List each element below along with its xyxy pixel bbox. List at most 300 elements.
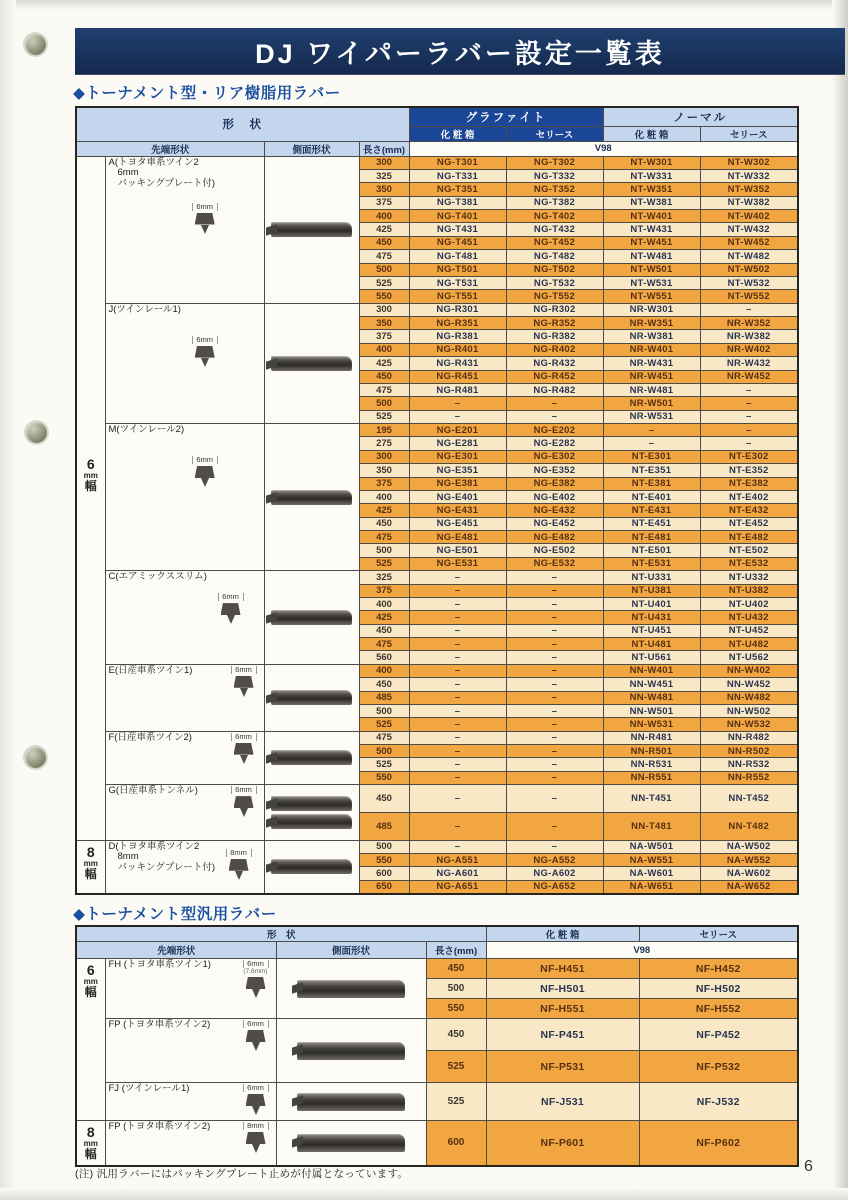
part-number-cell: – bbox=[506, 410, 603, 423]
part-number-cell: NG-A602 bbox=[506, 867, 603, 880]
tip-pin-shape bbox=[227, 615, 235, 628]
side-profile-cell bbox=[264, 156, 359, 303]
block-label bbox=[106, 304, 264, 316]
tip-width-label: 6mm bbox=[243, 1020, 269, 1028]
tip-width-label: 8mm bbox=[243, 1122, 269, 1130]
tip-shape-cell bbox=[105, 571, 264, 665]
part-number-cell: NG-E281 bbox=[409, 437, 506, 450]
model-header: V98 bbox=[486, 942, 798, 959]
part-number-cell: NG-T351 bbox=[409, 183, 506, 196]
part-number-cell: NT-E382 bbox=[700, 477, 798, 490]
part-number-cell: NT-U481 bbox=[603, 638, 700, 651]
block-label-line: FJ (ツインレール1) bbox=[108, 1083, 190, 1094]
part-number-cell: – bbox=[409, 664, 506, 677]
part-number-cell: – bbox=[700, 437, 798, 450]
part-number-cell: NG-R432 bbox=[506, 357, 603, 370]
part-number-cell: NG-T432 bbox=[506, 223, 603, 236]
width-label-char: 6 bbox=[86, 962, 95, 978]
part-number-cell: NT-U452 bbox=[700, 624, 798, 637]
length-cell: 500 bbox=[426, 979, 486, 999]
tip-cap-shape bbox=[234, 796, 254, 808]
part-number-cell: NF-J532 bbox=[639, 1083, 798, 1121]
part-number-cell: NT-W501 bbox=[603, 263, 700, 276]
part-number-cell: NG-R431 bbox=[409, 357, 506, 370]
length-cell: 400 bbox=[359, 664, 409, 677]
part-number-cell: NR-W382 bbox=[700, 330, 798, 343]
part-number-cell: NG-E402 bbox=[506, 490, 603, 503]
part-number-cell: NT-W482 bbox=[700, 250, 798, 263]
part-number-cell: NT-E351 bbox=[603, 464, 700, 477]
tip-cap-shape bbox=[195, 466, 215, 478]
part-number-cell: NN-T451 bbox=[603, 785, 700, 813]
part-number-cell: – bbox=[506, 584, 603, 597]
tip-pin-shape bbox=[252, 989, 260, 1002]
width-group-cell bbox=[76, 156, 105, 840]
tip-cap-shape bbox=[229, 859, 249, 871]
part-number-cell: NG-T352 bbox=[506, 183, 603, 196]
length-cell: 300 bbox=[359, 303, 409, 316]
part-number-cell: NN-W451 bbox=[603, 678, 700, 691]
part-number-cell: – bbox=[506, 731, 603, 744]
part-number-cell: NF-H451 bbox=[486, 959, 639, 979]
side-profile-cell bbox=[264, 303, 359, 423]
part-number-cell: – bbox=[409, 678, 506, 691]
part-number-cell: – bbox=[506, 771, 603, 784]
part-number-cell: NN-T452 bbox=[700, 785, 798, 813]
part-number-cell: NG-T502 bbox=[506, 263, 603, 276]
tip-shape-icon bbox=[227, 666, 261, 701]
part-number-cell: NG-E202 bbox=[506, 424, 603, 437]
part-number-cell: – bbox=[506, 812, 603, 840]
part-number-cell: NT-W352 bbox=[700, 183, 798, 196]
part-number-cell: NF-H501 bbox=[486, 979, 639, 999]
part-number-cell: – bbox=[506, 651, 603, 664]
length-cell: 375 bbox=[359, 330, 409, 343]
length-cell: 525 bbox=[426, 1051, 486, 1083]
tip-pin-shape bbox=[201, 478, 209, 491]
part-number-cell: NN-T481 bbox=[603, 812, 700, 840]
part-number-cell: – bbox=[409, 812, 506, 840]
shape-header: 形 状 bbox=[76, 107, 409, 141]
side-profile-icon bbox=[271, 814, 352, 829]
part-number-cell: NG-E482 bbox=[506, 531, 603, 544]
normal-box-header: 化 粧 箱 bbox=[603, 126, 700, 141]
part-number-cell: NT-W481 bbox=[603, 250, 700, 263]
part-number-cell: NN-W531 bbox=[603, 718, 700, 731]
part-number-cell: NG-T481 bbox=[409, 250, 506, 263]
part-number-cell: NG-E351 bbox=[409, 464, 506, 477]
part-number-cell: NG-E502 bbox=[506, 544, 603, 557]
width-label-char: mm bbox=[83, 1139, 98, 1148]
length-cell: 450 bbox=[426, 1019, 486, 1051]
length-cell: 485 bbox=[359, 812, 409, 840]
part-number-cell: – bbox=[700, 383, 798, 396]
part-number-cell: NN-R531 bbox=[603, 758, 700, 771]
block-label-line: A(トヨタ車系ツイン2 bbox=[108, 156, 199, 168]
length-cell: 400 bbox=[359, 490, 409, 503]
tip-pin-shape bbox=[240, 688, 248, 701]
part-number-cell: – bbox=[506, 718, 603, 731]
side-profile-cell bbox=[264, 424, 359, 571]
tip-shape-header: 先端形状 bbox=[76, 942, 276, 959]
part-number-cell: NG-A652 bbox=[506, 880, 603, 894]
part-number-cell: – bbox=[409, 745, 506, 758]
part-number-cell: – bbox=[700, 397, 798, 410]
length-cell: 400 bbox=[359, 597, 409, 610]
side-profile-cell bbox=[264, 840, 359, 894]
block-label-line: F(日産車系ツイン2) bbox=[108, 731, 192, 743]
length-cell: 525 bbox=[359, 718, 409, 731]
part-number-cell: NN-R552 bbox=[700, 771, 798, 784]
length-cell: 525 bbox=[426, 1083, 486, 1121]
part-number-cell: NG-R481 bbox=[409, 383, 506, 396]
part-number-cell: NG-T552 bbox=[506, 290, 603, 303]
block-label-line: FP (トヨタ車系ツイン2) bbox=[108, 1121, 211, 1132]
block-label-line: G(日産車系トンネル) bbox=[108, 785, 198, 797]
tip-pin-shape bbox=[252, 1042, 260, 1055]
part-number-cell: – bbox=[409, 758, 506, 771]
part-number-cell: NT-E302 bbox=[700, 450, 798, 463]
graphite-series-header: セリース bbox=[506, 126, 603, 141]
part-number-cell: NT-W532 bbox=[700, 276, 798, 289]
side-profile-cell bbox=[264, 731, 359, 785]
tip-width-label: 6mm bbox=[192, 456, 218, 464]
part-number-cell: NG-R302 bbox=[506, 303, 603, 316]
length-cell: 525 bbox=[359, 758, 409, 771]
part-number-cell: NF-P531 bbox=[486, 1051, 639, 1083]
length-cell: 350 bbox=[359, 183, 409, 196]
block-label-line: 8mm bbox=[117, 851, 139, 863]
side-profile-icon bbox=[271, 796, 352, 811]
tip-width-label: 6mm bbox=[192, 336, 218, 344]
side-profile-icon bbox=[297, 1134, 404, 1152]
length-cell: 350 bbox=[359, 464, 409, 477]
length-cell: 475 bbox=[359, 383, 409, 396]
side-profile-cell bbox=[276, 1019, 426, 1083]
tip-shape-cell bbox=[105, 731, 264, 785]
part-number-cell: NT-W502 bbox=[700, 263, 798, 276]
part-number-cell: NF-J531 bbox=[486, 1083, 639, 1121]
part-number-cell: NG-E531 bbox=[409, 557, 506, 570]
part-number-cell: NG-R401 bbox=[409, 343, 506, 356]
part-number-cell: NN-W452 bbox=[700, 678, 798, 691]
part-number-cell: NT-W551 bbox=[603, 290, 700, 303]
block-label-line: パッキングプレート付) bbox=[117, 861, 215, 873]
length-cell: 375 bbox=[359, 584, 409, 597]
part-number-cell: NG-R301 bbox=[409, 303, 506, 316]
part-number-cell: NG-T331 bbox=[409, 169, 506, 182]
width-label-char: 8 bbox=[86, 1124, 95, 1140]
length-cell: 450 bbox=[359, 517, 409, 530]
normal-series-header: セリース bbox=[700, 126, 798, 141]
side-shape-header: 側面形状 bbox=[276, 942, 426, 959]
length-cell: 600 bbox=[359, 867, 409, 880]
part-number-cell: NN-W481 bbox=[603, 691, 700, 704]
part-number-cell: NN-W501 bbox=[603, 704, 700, 717]
part-number-cell: NT-W382 bbox=[700, 196, 798, 209]
part-number-cell: NG-R402 bbox=[506, 343, 603, 356]
part-number-cell: NT-U382 bbox=[700, 584, 798, 597]
part-number-cell: NA-W551 bbox=[603, 854, 700, 867]
block-label-line: D(トヨタ車系ツイン2 bbox=[108, 840, 200, 852]
part-number-cell: NR-W451 bbox=[603, 370, 700, 383]
side-profile-icon bbox=[271, 690, 352, 705]
page-edge-bottom bbox=[0, 1188, 848, 1200]
part-number-cell: NG-E481 bbox=[409, 531, 506, 544]
length-header: 長さ(mm) bbox=[426, 942, 486, 959]
tip-width-label: 8mm bbox=[226, 849, 252, 857]
part-number-cell: – bbox=[506, 678, 603, 691]
part-number-cell: NT-W431 bbox=[603, 223, 700, 236]
part-number-cell: NT-U482 bbox=[700, 638, 798, 651]
part-number-cell: – bbox=[506, 571, 603, 584]
tip-width-label: 6mm bbox=[192, 203, 218, 211]
part-number-cell: NG-T451 bbox=[409, 236, 506, 249]
part-number-cell: – bbox=[409, 691, 506, 704]
length-cell: 525 bbox=[359, 410, 409, 423]
part-number-cell: NT-U332 bbox=[700, 571, 798, 584]
part-number-cell: – bbox=[506, 840, 603, 853]
side-profile-icon bbox=[271, 750, 352, 765]
block-label-line: パッキングプレート付) bbox=[117, 177, 215, 189]
tip-width-label: 6mm bbox=[218, 593, 244, 601]
tip-shape-cell bbox=[105, 664, 264, 731]
width-group-label bbox=[77, 157, 105, 493]
footnote: (注) 汎用ラバーにはパッキングプレート止めが付属となっています。 bbox=[75, 1168, 409, 1180]
part-number-cell: NF-H452 bbox=[639, 959, 798, 979]
tip-pin-shape bbox=[240, 755, 248, 768]
part-number-cell: NA-W651 bbox=[603, 880, 700, 894]
part-number-cell: NT-W531 bbox=[603, 276, 700, 289]
length-cell: 500 bbox=[359, 704, 409, 717]
length-cell: 450 bbox=[426, 959, 486, 979]
length-cell: 600 bbox=[426, 1121, 486, 1166]
part-number-cell: NT-U381 bbox=[603, 584, 700, 597]
part-number-cell: – bbox=[409, 584, 506, 597]
side-profile-cell bbox=[276, 1121, 426, 1166]
part-number-cell: NG-A601 bbox=[409, 867, 506, 880]
part-number-cell: NT-W351 bbox=[603, 183, 700, 196]
length-cell: 475 bbox=[359, 638, 409, 651]
part-number-cell: NG-T402 bbox=[506, 210, 603, 223]
part-number-cell: – bbox=[506, 691, 603, 704]
part-number-cell: NN-W402 bbox=[700, 664, 798, 677]
part-number-cell: – bbox=[700, 410, 798, 423]
tip-pin-shape bbox=[252, 1144, 260, 1157]
side-profile-icon bbox=[297, 1093, 404, 1111]
part-number-cell: NR-W431 bbox=[603, 357, 700, 370]
part-number-cell: – bbox=[700, 424, 798, 437]
length-cell: 400 bbox=[359, 210, 409, 223]
part-number-cell: NR-W452 bbox=[700, 370, 798, 383]
part-number-cell: NF-P602 bbox=[639, 1121, 798, 1166]
part-number-cell: NG-T501 bbox=[409, 263, 506, 276]
part-number-cell: NG-E532 bbox=[506, 557, 603, 570]
part-number-cell: – bbox=[506, 397, 603, 410]
length-cell: 325 bbox=[359, 169, 409, 182]
part-number-cell: NG-A651 bbox=[409, 880, 506, 894]
hole-punch bbox=[25, 34, 46, 55]
part-number-cell: NR-W352 bbox=[700, 317, 798, 330]
part-number-cell: NT-U401 bbox=[603, 597, 700, 610]
side-profile-icon bbox=[271, 859, 352, 874]
part-number-cell: NT-E531 bbox=[603, 557, 700, 570]
width-label-char: 8 bbox=[86, 843, 95, 860]
part-number-cell: NT-E402 bbox=[700, 490, 798, 503]
series-header: セリース bbox=[639, 926, 798, 942]
side-profile-icon bbox=[297, 1042, 404, 1060]
part-number-cell: NG-T551 bbox=[409, 290, 506, 303]
part-number-cell: NF-P532 bbox=[639, 1051, 798, 1083]
part-number-cell: NT-E432 bbox=[700, 504, 798, 517]
part-number-cell: NN-W532 bbox=[700, 718, 798, 731]
width-group-label bbox=[77, 1121, 105, 1161]
part-number-cell: NG-R352 bbox=[506, 317, 603, 330]
part-number-cell: NF-P601 bbox=[486, 1121, 639, 1166]
tip-cap-shape bbox=[246, 977, 266, 989]
part-number-cell: NG-E451 bbox=[409, 517, 506, 530]
length-cell: 500 bbox=[359, 840, 409, 853]
part-number-cell: NN-R501 bbox=[603, 745, 700, 758]
part-number-cell: NR-W381 bbox=[603, 330, 700, 343]
block-label-line: C(エアミックススリム) bbox=[108, 571, 207, 583]
length-cell: 375 bbox=[359, 477, 409, 490]
tip-width-sublabel: (7.6mm) bbox=[243, 968, 268, 975]
part-number-cell: NF-P452 bbox=[639, 1019, 798, 1051]
part-number-cell: NR-W501 bbox=[603, 397, 700, 410]
tip-shape-cell bbox=[105, 785, 264, 841]
part-number-cell: NA-W552 bbox=[700, 854, 798, 867]
width-label-char: 幅 bbox=[84, 478, 97, 493]
part-number-cell: NT-U431 bbox=[603, 611, 700, 624]
hole-punch bbox=[26, 422, 47, 443]
width-label-char: 幅 bbox=[84, 866, 97, 881]
part-number-cell: NT-W301 bbox=[603, 156, 700, 169]
length-cell: 550 bbox=[426, 999, 486, 1019]
normal-header: ノーマル bbox=[603, 107, 798, 126]
title-bar bbox=[75, 28, 845, 74]
part-number-cell: NG-E431 bbox=[409, 504, 506, 517]
width-label-char: mm bbox=[83, 470, 98, 480]
part-number-cell: NT-U562 bbox=[700, 651, 798, 664]
tip-shape-icon bbox=[239, 1122, 273, 1157]
side-shape-header: 側面形状 bbox=[264, 141, 359, 156]
length-cell: 300 bbox=[359, 156, 409, 169]
length-cell: 195 bbox=[359, 424, 409, 437]
part-number-cell: – bbox=[506, 611, 603, 624]
tip-shape-icon bbox=[239, 960, 273, 1002]
part-number-cell: NG-E302 bbox=[506, 450, 603, 463]
part-number-cell: NR-W301 bbox=[603, 303, 700, 316]
model-header: V98 bbox=[409, 141, 798, 156]
page-edge-top bbox=[0, 0, 848, 10]
tip-shape-icon bbox=[188, 336, 222, 371]
part-number-cell: – bbox=[409, 410, 506, 423]
length-cell: 275 bbox=[359, 437, 409, 450]
tip-pin-shape bbox=[252, 1106, 260, 1119]
part-number-cell: NT-W432 bbox=[700, 223, 798, 236]
part-number-cell: NG-E432 bbox=[506, 504, 603, 517]
width-group-cell bbox=[76, 1121, 105, 1166]
part-number-cell: – bbox=[409, 611, 506, 624]
part-number-cell: – bbox=[506, 638, 603, 651]
block-label bbox=[106, 424, 264, 436]
part-number-cell: NG-E381 bbox=[409, 477, 506, 490]
part-number-cell: NT-E381 bbox=[603, 477, 700, 490]
part-number-cell: NN-R482 bbox=[700, 731, 798, 744]
part-number-cell: NG-T482 bbox=[506, 250, 603, 263]
part-number-cell: – bbox=[409, 731, 506, 744]
part-number-cell: – bbox=[409, 571, 506, 584]
side-profile-icon bbox=[297, 980, 404, 998]
part-number-cell: NF-P451 bbox=[486, 1019, 639, 1051]
length-cell: 425 bbox=[359, 611, 409, 624]
part-number-cell: NT-E452 bbox=[700, 517, 798, 530]
section-title-general-rubber: ◆トーナメント型汎用ラバー bbox=[73, 906, 277, 923]
width-label-char: mm bbox=[83, 977, 98, 986]
part-number-cell: NG-T431 bbox=[409, 223, 506, 236]
side-profile-icon bbox=[271, 222, 352, 237]
part-number-cell: NA-W652 bbox=[700, 880, 798, 894]
tip-cap-shape bbox=[234, 676, 254, 688]
part-number-cell: – bbox=[700, 303, 798, 316]
part-number-cell: NF-H502 bbox=[639, 979, 798, 999]
tip-pin-shape bbox=[201, 358, 209, 371]
tip-shape-icon bbox=[222, 849, 256, 884]
part-number-cell: NG-E352 bbox=[506, 464, 603, 477]
part-number-cell: – bbox=[409, 597, 506, 610]
page-number: 6 bbox=[804, 1158, 813, 1175]
length-cell: 500 bbox=[359, 263, 409, 276]
tip-shape-cell bbox=[105, 1019, 276, 1083]
width-label-char: 6 bbox=[86, 455, 95, 472]
part-number-cell: NG-T301 bbox=[409, 156, 506, 169]
page-edge-right bbox=[832, 0, 848, 1200]
tip-shape-cell bbox=[105, 1121, 276, 1166]
length-cell: 375 bbox=[359, 196, 409, 209]
part-number-cell: NT-E502 bbox=[700, 544, 798, 557]
length-cell: 560 bbox=[359, 651, 409, 664]
part-number-cell: NN-R551 bbox=[603, 771, 700, 784]
part-number-cell: – bbox=[603, 437, 700, 450]
part-number-cell: – bbox=[409, 771, 506, 784]
tip-width-label: 6mm bbox=[243, 960, 269, 968]
part-number-cell: NT-U432 bbox=[700, 611, 798, 624]
part-number-cell: NT-W332 bbox=[700, 169, 798, 182]
part-number-cell: NG-E282 bbox=[506, 437, 603, 450]
part-number-cell: NR-W351 bbox=[603, 317, 700, 330]
part-number-cell: – bbox=[506, 664, 603, 677]
length-cell: 475 bbox=[359, 531, 409, 544]
part-number-cell: NG-T381 bbox=[409, 196, 506, 209]
tip-shape-icon bbox=[214, 593, 248, 628]
length-cell: 485 bbox=[359, 691, 409, 704]
tip-width-label: 6mm bbox=[231, 786, 257, 794]
tip-pin-shape bbox=[240, 808, 248, 821]
side-profile-cell bbox=[264, 571, 359, 665]
tip-shape-icon bbox=[227, 733, 261, 768]
tip-cap-shape bbox=[195, 346, 215, 358]
rear-resin-rubber-table bbox=[75, 106, 799, 895]
part-number-cell: NG-T532 bbox=[506, 276, 603, 289]
part-number-cell: NG-T401 bbox=[409, 210, 506, 223]
part-number-cell: NF-H552 bbox=[639, 999, 798, 1019]
side-profile-cell bbox=[264, 664, 359, 731]
length-cell: 325 bbox=[359, 571, 409, 584]
width-group-cell bbox=[76, 959, 105, 1121]
side-profile-icon bbox=[271, 490, 352, 505]
part-number-cell: – bbox=[409, 638, 506, 651]
